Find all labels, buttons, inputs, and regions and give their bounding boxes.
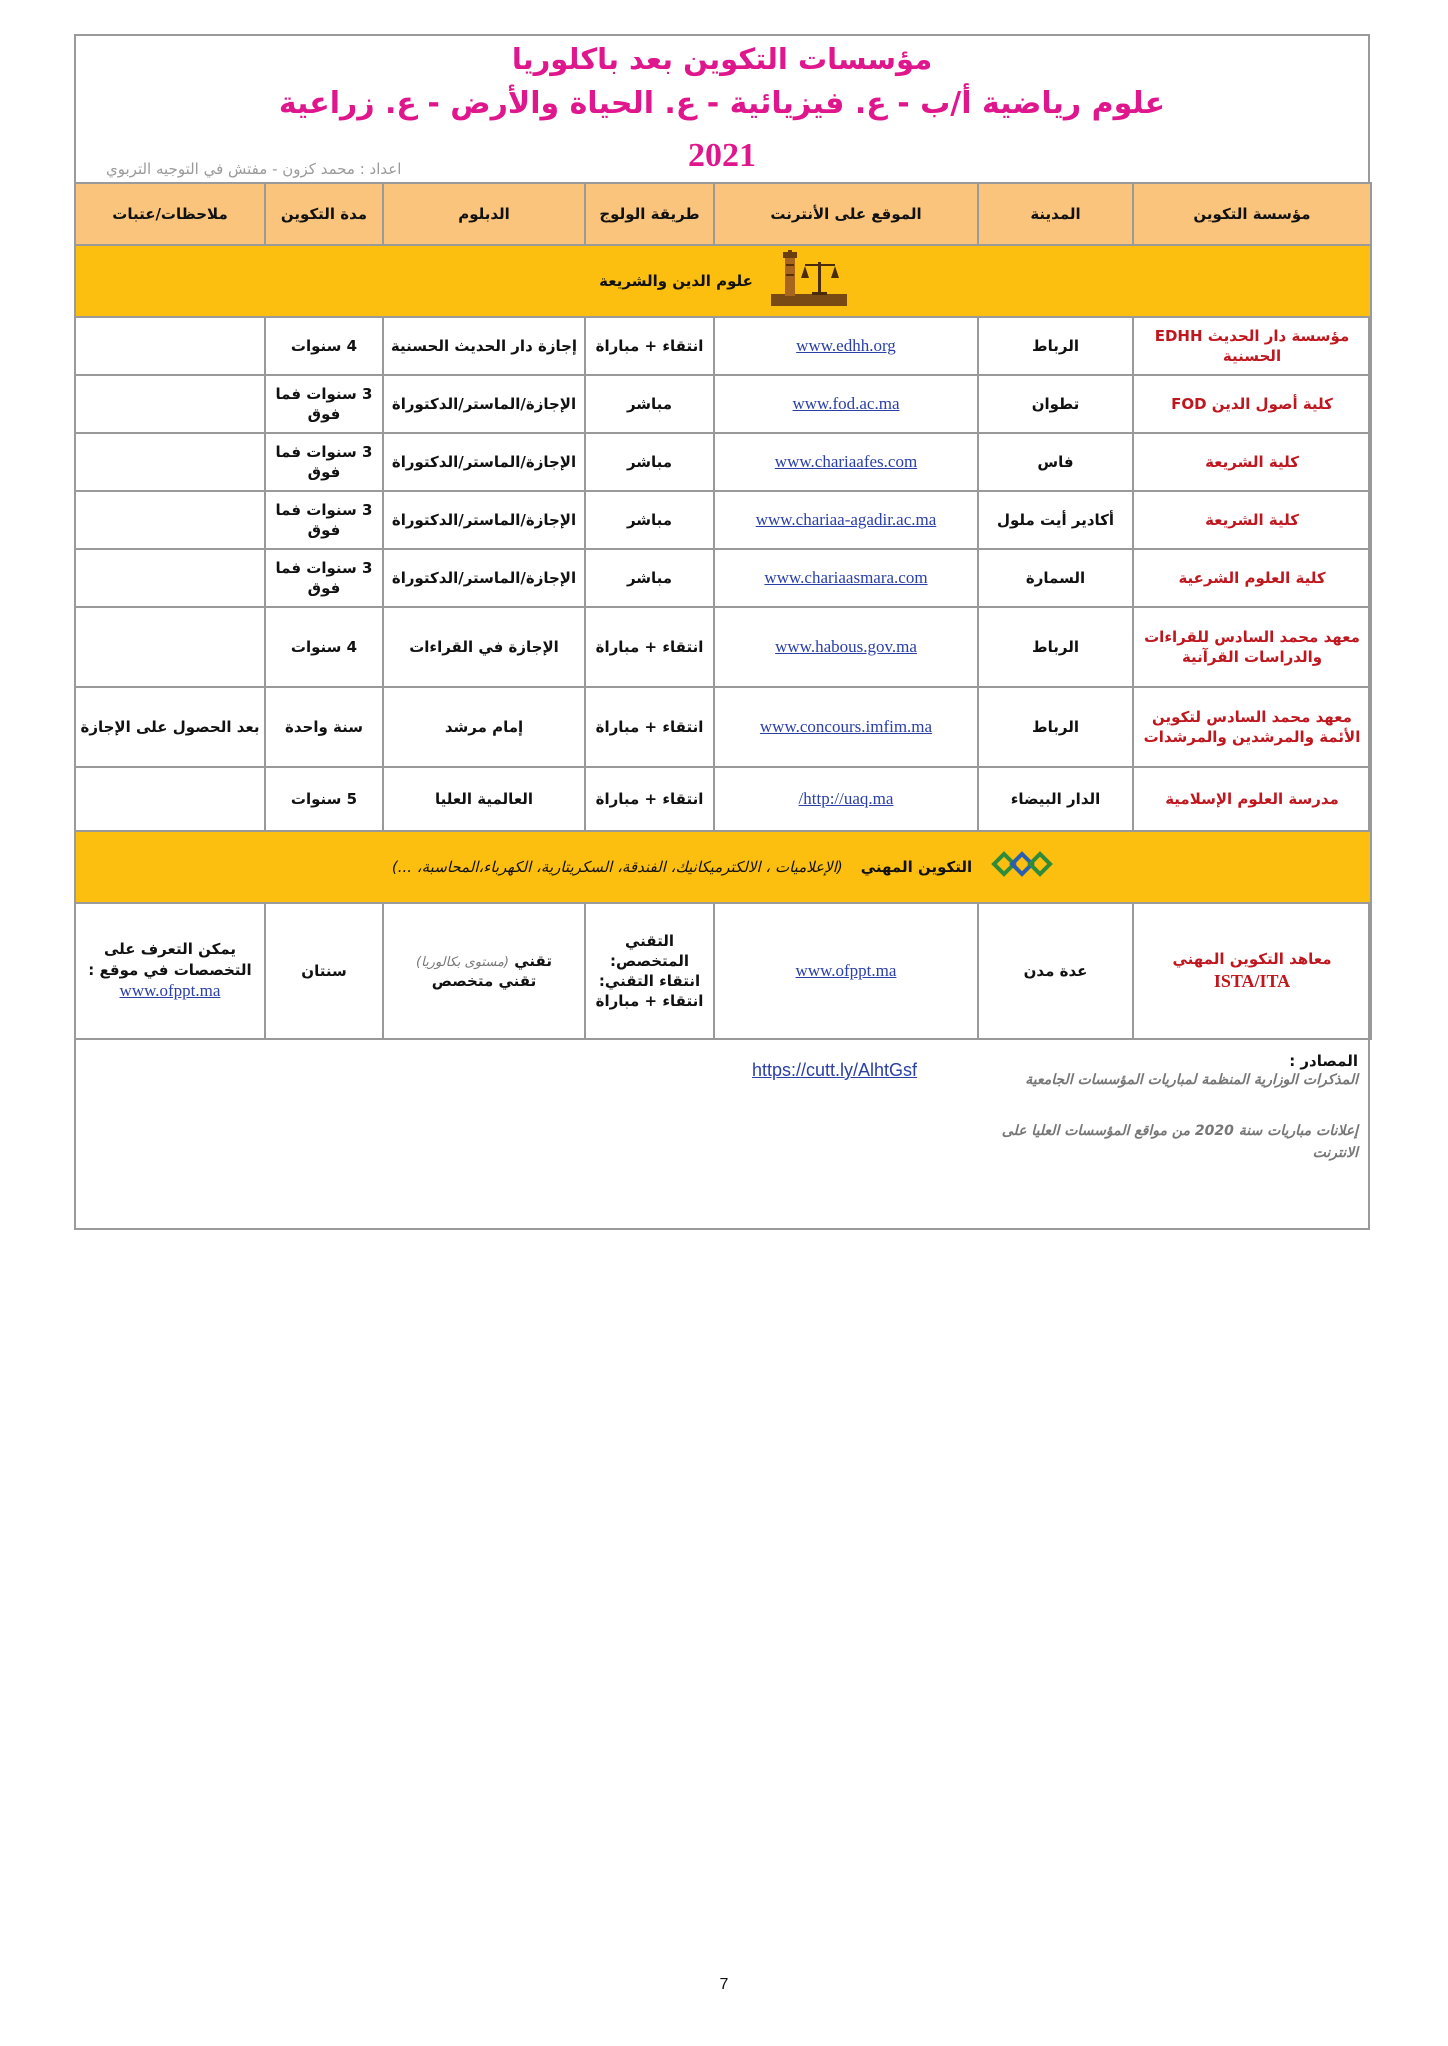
institution-cell: كلية العلوم الشرعية — [1133, 549, 1371, 607]
institution-cell: كلية الشريعة — [1133, 433, 1371, 491]
table-row — [75, 317, 1371, 375]
city-cell: أكادير أيت ملول — [978, 491, 1133, 549]
institution-cell: كلية الشريعة — [1133, 491, 1371, 549]
access-cell: انتقاء + مباراة — [585, 317, 714, 375]
notes-cell — [75, 375, 265, 433]
notes-cell — [75, 491, 265, 549]
section-label-professional: التكوين المهني — [860, 857, 973, 876]
title-block — [76, 36, 1368, 182]
diploma-cell: العالمية العليا — [383, 767, 585, 831]
city-cell: الرباط — [978, 687, 1133, 767]
col-header-city: المدينة — [978, 183, 1133, 245]
access-cell: انتقاء + مباراة — [585, 687, 714, 767]
notes-cell — [75, 607, 265, 687]
website-link[interactable]: www.ofppt.ma — [795, 960, 897, 980]
access-cell: مباشر — [585, 491, 714, 549]
city-cell: الرباط — [978, 317, 1133, 375]
access-cell: مباشر — [585, 549, 714, 607]
duration-cell: 5 سنوات — [265, 767, 383, 831]
page-number: 7 — [719, 1976, 729, 1993]
city-cell: عدة مدن — [978, 903, 1133, 1039]
website-link[interactable]: www.concours.imfim.ma — [759, 716, 933, 736]
mosque-scales-icon — [771, 250, 847, 311]
institution-cell: معهد محمد السادس لتكوين الأئمة والمرشدين والمرشدات — [1133, 687, 1371, 767]
city-cell: الدار البيضاء — [978, 767, 1133, 831]
diploma-cell: الإجازة/الماستر/الدكتوراة — [383, 549, 585, 607]
section-label-religion: علوم الدين والشريعة — [599, 271, 753, 290]
diploma-technician: تقني — [514, 951, 552, 970]
notes-text: يمكن التعرف على التخصصات في موقع : — [88, 940, 252, 979]
table-row — [75, 491, 1371, 549]
duration-cell: 3 سنوات فما فوق — [265, 549, 383, 607]
section-row-professional — [75, 831, 1371, 903]
col-header-diploma: الدبلوم — [383, 183, 585, 245]
page-year: 2021 — [688, 137, 756, 174]
sources-label: المصادر : — [1289, 1052, 1358, 1070]
institution-code: ISTA/ITA — [1213, 970, 1291, 991]
col-header-duration: مدة التكوين — [265, 183, 383, 245]
notes-cell: بعد الحصول على الإجازة — [75, 687, 265, 767]
city-cell: السمارة — [978, 549, 1133, 607]
access-cell: مباشر — [585, 433, 714, 491]
website-link[interactable]: www.chariaafes.com — [774, 451, 918, 471]
institution-name: معاهد التكوين المهني — [1172, 949, 1332, 968]
city-cell: تطوان — [978, 375, 1133, 433]
col-header-access: طريقة الولوج — [585, 183, 714, 245]
table-row — [75, 433, 1371, 491]
institution-cell: مؤسسة دار الحديث EDHH الحسنية — [1133, 317, 1371, 375]
sources-block — [76, 1036, 1368, 1230]
source-item: المذكرات الوزارية المنظمة لمباريات المؤسسات الجامعية — [1025, 1072, 1358, 1088]
table-row — [75, 687, 1371, 767]
page-subtitle: علوم رياضية أ/ب - ع. فيزيائية - ع. الحياة والأرض - ع. زراعية — [278, 86, 1166, 121]
diploma-cell: الإجازة/الماستر/الدكتوراة — [383, 491, 585, 549]
sources-link[interactable]: https://cutt.ly/AlhtGsf — [752, 1060, 918, 1080]
duration-cell: 3 سنوات فما فوق — [265, 491, 383, 549]
col-header-notes: ملاحظات/عتبات — [75, 183, 265, 245]
duration-cell: 4 سنوات — [265, 317, 383, 375]
source-item: إعلانات مباريات سنة 2020 من مواقع المؤسسات العليا على الانترنت — [1001, 1123, 1358, 1162]
page-title: مؤسسات التكوين بعد باكلوريا — [511, 42, 933, 76]
notes-cell — [75, 433, 265, 491]
table-row — [75, 767, 1371, 831]
author-credit: اعداد : محمد كزون - مفتش في التوجيه التربوي — [106, 160, 402, 178]
website-link[interactable]: www.fod.ac.ma — [792, 393, 900, 413]
diploma-cell: الإجازة/الماستر/الدكتوراة — [383, 375, 585, 433]
section-sublabel-professional: (الإعلاميات ، الالكترميكانيك، الفندقة، السكريتارية، الكهرباء،المحاسبة، ...) — [391, 857, 843, 876]
diploma-cell: إجازة دار الحديث الحسنية — [383, 317, 585, 375]
access-cell: انتقاء + مباراة — [585, 607, 714, 687]
table-row — [75, 607, 1371, 687]
duration-cell: 3 سنوات فما فوق — [265, 375, 383, 433]
notes-cell — [75, 903, 265, 1039]
ofppt-logo-icon — [990, 847, 1054, 886]
section-row-religion — [75, 245, 1371, 317]
institution-cell: مدرسة العلوم الإسلامية — [1133, 767, 1371, 831]
website-link[interactable]: www.chariaa-agadir.ac.ma — [755, 509, 937, 529]
col-header-institution: مؤسسة التكوين — [1133, 183, 1371, 245]
table-row — [75, 903, 1371, 1039]
institution-cell — [1133, 903, 1371, 1039]
diploma-specialized: تقني متخصص — [431, 972, 537, 991]
access-cell: التقني المتخصص: انتقاء التقني: انتقاء + مباراة — [585, 903, 714, 1039]
institution-cell: معهد محمد السادس للقراءات والدراسات القرآنية — [1133, 607, 1371, 687]
diploma-cell — [383, 903, 585, 1039]
notes-link[interactable]: www.ofppt.ma — [119, 980, 221, 1000]
duration-cell: 3 سنوات فما فوق — [265, 433, 383, 491]
duration-cell: سنة واحدة — [265, 687, 383, 767]
table-header-row — [75, 183, 1371, 245]
notes-cell — [75, 549, 265, 607]
institutions-table — [74, 182, 1372, 1040]
duration-cell: 4 سنوات — [265, 607, 383, 687]
col-header-website: الموقع على الأنترنت — [714, 183, 978, 245]
notes-cell — [75, 767, 265, 831]
city-cell: الرباط — [978, 607, 1133, 687]
table-row — [75, 549, 1371, 607]
institution-cell: كلية أصول الدين FOD — [1133, 375, 1371, 433]
diploma-level-note: (مستوى بكالوريا) — [416, 954, 509, 970]
website-link[interactable]: www.chariaasmara.com — [764, 567, 928, 587]
city-cell: فاس — [978, 433, 1133, 491]
duration-cell: سنتان — [265, 903, 383, 1039]
diploma-cell: الإجازة/الماستر/الدكتوراة — [383, 433, 585, 491]
website-link[interactable]: www.habous.gov.ma — [775, 636, 917, 656]
diploma-cell: الإجازة في القراءات — [383, 607, 585, 687]
access-cell: انتقاء + مباراة — [585, 767, 714, 831]
diploma-cell: إمام مرشد — [383, 687, 585, 767]
access-cell: مباشر — [585, 375, 714, 433]
website-link[interactable]: http://uaq.ma/ — [798, 788, 894, 808]
notes-cell — [75, 317, 265, 375]
website-link[interactable]: www.edhh.org — [796, 335, 896, 355]
table-row — [75, 375, 1371, 433]
